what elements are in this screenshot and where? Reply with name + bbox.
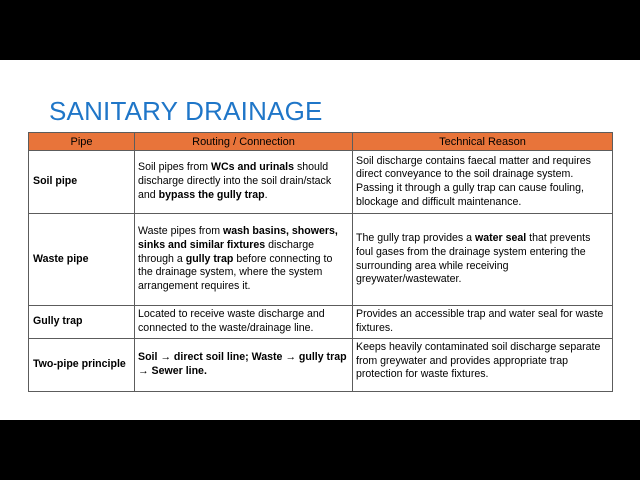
- drainage-table: [28, 132, 613, 392]
- routing-cell: [135, 214, 353, 306]
- header-reason: Technical Reason: [353, 133, 613, 151]
- table-row: [29, 306, 613, 339]
- reason-cell: [353, 151, 613, 214]
- cell-text: that prevents foul gases from the drainage system entering the surrounding area while receiving greywater/wastewater.: [356, 232, 591, 286]
- cell-text: Located to receive waste discharge and connected to the waste/drainage line.: [138, 308, 325, 334]
- cell-text: .: [264, 188, 268, 201]
- cell-text: Provides an accessible trap and water seal for waste fixtures.: [356, 308, 604, 334]
- slide: [0, 60, 640, 420]
- cell-text: should discharge directly into the soil drain/stack and: [138, 161, 332, 201]
- pipe-cell: Gully trap: [29, 306, 135, 339]
- emphasis-text: gully trap: [185, 252, 234, 265]
- reason-cell: [353, 306, 613, 339]
- cell-text: Waste pipes from: [138, 225, 223, 238]
- pipe-cell: Soil pipe: [29, 151, 135, 214]
- pipe-cell: Two-pipe principle: [29, 339, 135, 392]
- table-row: [29, 214, 613, 306]
- routing-cell: [135, 306, 353, 339]
- table-row: [29, 151, 613, 214]
- reason-cell: [353, 214, 613, 306]
- cell-text: Keeps heavily contaminated soil discharge separate from greywater and provides appropriate trap protection for waste fixtures.: [356, 341, 601, 381]
- slide-title: SANITARY DRAINAGE: [49, 96, 323, 126]
- cell-text: before connecting to the drainage system, where the system arrangement requires it.: [138, 252, 333, 293]
- pipe-cell: Waste pipe: [29, 214, 135, 306]
- emphasis-text: bypass the gully trap: [158, 188, 265, 201]
- cell-text: Soil discharge contains faecal matter and requires direct conveyance to the soil drainage system. Passing it through a gully trap can cause fouling, blockage and difficult maintenance.: [356, 154, 591, 208]
- header-pipe: Pipe: [29, 133, 135, 151]
- cell-text: discharge through a: [138, 238, 315, 265]
- emphasis-text: wash basins, showers, sinks and similar fixtures: [138, 225, 338, 251]
- cell-text: Soil pipes from: [138, 161, 212, 174]
- table-row: [29, 339, 613, 392]
- emphasis-text: WCs and urinals: [211, 161, 295, 174]
- table-header-row: [29, 133, 613, 151]
- emphasis-text: Soil → direct soil line; Waste → gully trap → Sewer line.: [138, 351, 347, 377]
- reason-cell: [353, 339, 613, 392]
- cell-text: The gully trap provides a: [356, 232, 475, 245]
- routing-cell: [135, 339, 353, 392]
- header-routing: Routing / Connection: [135, 133, 353, 151]
- emphasis-text: water seal: [474, 232, 527, 245]
- routing-cell: [135, 151, 353, 214]
